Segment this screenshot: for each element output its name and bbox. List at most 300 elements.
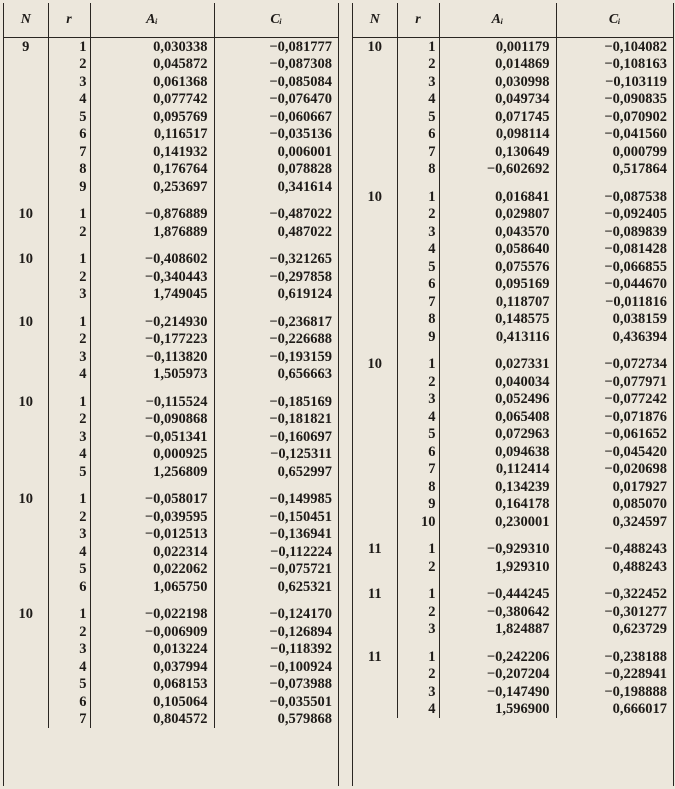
cell-r: 3 [397,73,439,91]
table-row [4,268,338,286]
cell-c: 0,006001 [214,143,338,161]
cell-c: 0,078828 [214,161,338,179]
table-row [4,463,338,481]
cell-n [4,161,48,179]
table-row [4,223,338,241]
cell-a: 0,030998 [439,73,556,91]
table-row [4,428,338,446]
table-row [4,303,338,331]
table-row [4,481,338,509]
cell-a: 0,040034 [439,373,556,391]
table-row [353,258,673,276]
cell-n [353,293,397,311]
table-row [353,408,673,426]
cell-r: 2 [397,666,439,684]
cell-a: 0,130649 [439,143,556,161]
cell-r: 7 [397,293,439,311]
cell-c: −0,072734 [556,346,673,374]
cell-n [353,478,397,496]
cell-r: 5 [48,561,90,579]
cell-n [4,91,48,109]
cell-n [4,73,48,91]
cell-a: −0,929310 [439,531,556,559]
cell-n [4,676,48,694]
cell-n [353,426,397,444]
cell-c: −0,090835 [556,91,673,109]
cell-a: 1,876889 [90,223,214,241]
cell-c: −0,297858 [214,268,338,286]
header-row [4,3,338,38]
table-row [353,56,673,74]
table-row [4,331,338,349]
cell-a: 0,118707 [439,293,556,311]
cell-c: −0,087308 [214,56,338,74]
cell-a: 0,045872 [90,56,214,74]
table-row [353,223,673,241]
cell-a: 1,929310 [439,558,556,576]
cell-n [4,561,48,579]
cell-a: −0,113820 [90,348,214,366]
table-row [353,328,673,346]
cell-n [4,711,48,729]
cell-r: 5 [397,426,439,444]
cell-r: 3 [397,391,439,409]
cell-r: 3 [397,683,439,701]
table-row [4,126,338,144]
header-n: N [353,3,397,38]
cell-n [353,683,397,701]
cell-a: −0,408602 [90,241,214,269]
left-table-panel [3,3,339,786]
cell-a: 0,094638 [439,443,556,461]
cell-r: 1 [48,241,90,269]
cell-n [353,496,397,514]
cell-r: 1 [397,531,439,559]
cell-n: 10 [18,251,33,267]
cell-a: −0,090868 [90,411,214,429]
cell-r: 6 [397,443,439,461]
cell-r: 2 [397,558,439,576]
cell-a: −0,022198 [90,596,214,624]
cell-c: −0,301277 [556,603,673,621]
cell-a: 0,077742 [90,91,214,109]
cell-r: 1 [397,38,439,56]
cell-r: 5 [48,108,90,126]
cell-a: −0,207204 [439,666,556,684]
cell-c: −0,073988 [214,676,338,694]
cell-c: −0,060667 [214,108,338,126]
cell-n: 10 [367,38,382,55]
table-row [353,161,673,179]
cell-n [353,56,397,74]
cell-a: −0,214930 [90,303,214,331]
cell-c: −0,103119 [556,73,673,91]
cell-a: −0,177223 [90,331,214,349]
right-table-body [353,38,673,719]
cell-r: 1 [48,303,90,331]
table-row [353,373,673,391]
table-row [4,526,338,544]
table-row [4,73,338,91]
cell-n [4,331,48,349]
table-row [353,73,673,91]
cell-r: 6 [48,126,90,144]
cell-c: −0,045420 [556,443,673,461]
table-row [4,161,338,179]
cell-c: −0,035136 [214,126,338,144]
cell-c: −0,160697 [214,428,338,446]
cell-n [4,578,48,596]
cell-n: 11 [367,648,382,665]
cell-a: 0,068153 [90,676,214,694]
header-a: Aᵢ [439,3,556,38]
cell-n [4,126,48,144]
cell-n [4,463,48,481]
table-row [353,701,673,719]
cell-r: 3 [48,526,90,544]
cell-r: 10 [397,513,439,531]
table-row [4,446,338,464]
cell-n [353,241,397,259]
cell-r: 8 [397,311,439,329]
cell-r: 9 [397,328,439,346]
cell-n [4,366,48,384]
cell-n [4,178,48,196]
table-row [353,178,673,206]
cell-n [4,526,48,544]
table-row [353,478,673,496]
table-row [353,108,673,126]
cell-c: −0,193159 [214,348,338,366]
cell-n [353,461,397,479]
cell-r: 4 [397,91,439,109]
cell-c: −0,487022 [214,196,338,224]
cell-a: 0,043570 [439,223,556,241]
table-row [4,623,338,641]
cell-c: −0,185169 [214,383,338,411]
cell-r: 3 [48,286,90,304]
cell-n [353,161,397,179]
table-row [4,178,338,196]
cell-r: 2 [48,223,90,241]
cell-r: 5 [48,676,90,694]
cell-n [353,73,397,91]
cell-n [353,558,397,576]
cell-c: 0,436394 [556,328,673,346]
table-row [4,578,338,596]
cell-n [353,276,397,294]
cell-a: 0,013224 [90,641,214,659]
cell-r: 1 [397,576,439,604]
cell-n [353,408,397,426]
cell-c: 0,085070 [556,496,673,514]
header-a: Aᵢ [90,3,214,38]
table-row [353,391,673,409]
table-row [353,311,673,329]
cell-a: −0,012513 [90,526,214,544]
cell-n: 11 [367,586,382,602]
cell-n [4,268,48,286]
cell-a: 0,000925 [90,446,214,464]
cell-r: 4 [397,701,439,719]
cell-c: −0,228941 [556,666,673,684]
cell-c: −0,181821 [214,411,338,429]
cell-c: −0,150451 [214,508,338,526]
cell-r: 1 [48,196,90,224]
cell-c: −0,041560 [556,126,673,144]
cell-c: −0,020698 [556,461,673,479]
cell-c: −0,081428 [556,241,673,259]
cell-n [4,108,48,126]
header-n: N [4,3,48,38]
cell-c: −0,149985 [214,481,338,509]
cell-r: 9 [397,496,439,514]
cell-c: 0,324597 [556,513,673,531]
cell-c: 0,652997 [214,463,338,481]
cell-c: 0,619124 [214,286,338,304]
cell-a: 0,029807 [439,206,556,224]
cell-a: −0,039595 [90,508,214,526]
cell-r: 3 [397,621,439,639]
cell-n [353,126,397,144]
cell-a: 0,065408 [439,408,556,426]
cell-c: 0,625321 [214,578,338,596]
table-row [353,443,673,461]
cell-n: 10 [18,393,33,410]
cell-a: 0,095169 [439,276,556,294]
table-row [4,411,338,429]
cell-r: 1 [48,481,90,509]
cell-c: −0,071876 [556,408,673,426]
cell-a: 0,058640 [439,241,556,259]
cell-a: −0,340443 [90,268,214,286]
table-row [4,108,338,126]
cell-n [353,223,397,241]
cell-c: −0,238188 [556,638,673,666]
table-row [353,206,673,224]
table-row [4,676,338,694]
cell-a: −0,876889 [90,196,214,224]
cell-a: 0,052496 [439,391,556,409]
cell-a: 1,749045 [90,286,214,304]
cell-c: −0,108163 [556,56,673,74]
table-row [4,91,338,109]
cell-c: −0,136941 [214,526,338,544]
cell-n: 10 [18,606,33,622]
cell-c: −0,044670 [556,276,673,294]
cell-r: 3 [48,73,90,91]
table-row [353,276,673,294]
cell-r: 1 [397,638,439,666]
table-row [4,561,338,579]
cell-a: 0,164178 [439,496,556,514]
cell-a: 0,061368 [90,73,214,91]
table-row [353,241,673,259]
cell-n [353,91,397,109]
cell-c: −0,077971 [556,373,673,391]
cell-a: 0,253697 [90,178,214,196]
left-table-body [4,38,338,729]
cell-r: 2 [397,603,439,621]
cell-n [4,143,48,161]
table-row [353,683,673,701]
table-row [353,621,673,639]
cell-n [4,411,48,429]
cell-n [4,56,48,74]
cell-a: 0,071745 [439,108,556,126]
cell-r: 4 [48,446,90,464]
table-row [353,531,673,559]
cell-n [353,328,397,346]
cell-c: −0,118392 [214,641,338,659]
cell-r: 7 [48,143,90,161]
cell-r: 2 [48,411,90,429]
cell-n [4,658,48,676]
cell-r: 6 [397,126,439,144]
cell-c: −0,035501 [214,693,338,711]
cell-a: 0,804572 [90,711,214,729]
cell-a: −0,051341 [90,428,214,446]
table-row [353,603,673,621]
cell-n [4,508,48,526]
cell-r: 3 [48,348,90,366]
cell-n [353,603,397,621]
cell-c: −0,104082 [556,38,673,56]
cell-a: 1,065750 [90,578,214,596]
cell-n: 9 [22,38,30,55]
cell-r: 4 [397,408,439,426]
cell-n [4,641,48,659]
cell-a: −0,115524 [90,383,214,411]
table-row [4,241,338,269]
cell-r: 2 [48,56,90,74]
cell-r: 4 [48,658,90,676]
cell-a: 0,148575 [439,311,556,329]
cell-c: −0,077242 [556,391,673,409]
cell-n [353,621,397,639]
cell-a: 0,030338 [90,38,214,56]
cell-c: −0,322452 [556,576,673,604]
cell-n [4,223,48,241]
cell-c: 0,579868 [214,711,338,729]
cell-r: 4 [48,91,90,109]
cell-c: −0,076470 [214,91,338,109]
header-r: r [397,3,439,38]
cell-n [4,348,48,366]
table-row [4,143,338,161]
table-row [353,576,673,604]
cell-a: 0,037994 [90,658,214,676]
cell-n [4,693,48,711]
cell-r: 6 [48,693,90,711]
table-row [353,143,673,161]
cell-a: −0,058017 [90,481,214,509]
cell-r: 6 [48,578,90,596]
table-row [4,596,338,624]
cell-n [353,143,397,161]
cell-c: −0,488243 [556,531,673,559]
cell-c: −0,198888 [556,683,673,701]
cell-a: 0,022062 [90,561,214,579]
cell-r: 1 [48,596,90,624]
header-row [353,3,673,38]
table-row [353,426,673,444]
table-row [353,38,673,56]
cell-a: −0,380642 [439,603,556,621]
cell-r: 7 [397,143,439,161]
cell-c: −0,070902 [556,108,673,126]
cell-n [4,623,48,641]
cell-c: 0,000799 [556,143,673,161]
cell-r: 3 [48,641,90,659]
cell-c: −0,066855 [556,258,673,276]
table-row [353,638,673,666]
cell-a: 0,001179 [439,38,556,56]
cell-a: 0,072963 [439,426,556,444]
table-row [4,286,338,304]
cell-r: 7 [397,461,439,479]
cell-c: 0,341614 [214,178,338,196]
cell-c: 0,623729 [556,621,673,639]
cell-c: −0,061652 [556,426,673,444]
cell-a: −0,444245 [439,576,556,604]
cell-n: 10 [18,313,33,330]
cell-c: −0,226688 [214,331,338,349]
cell-a: 0,134239 [439,478,556,496]
cell-a: 0,098114 [439,126,556,144]
cell-n [353,701,397,719]
cell-c: 0,517864 [556,161,673,179]
cell-a: 0,016841 [439,178,556,206]
cell-c: −0,011816 [556,293,673,311]
cell-r: 7 [48,711,90,729]
cell-n: 11 [367,541,382,557]
table-row [4,348,338,366]
header-c: Cᵢ [214,3,338,38]
cell-n [4,446,48,464]
cell-r: 2 [397,206,439,224]
cell-c: 0,487022 [214,223,338,241]
cell-a: 0,230001 [439,513,556,531]
cell-n [353,206,397,224]
cell-n [353,391,397,409]
cell-r: 3 [48,428,90,446]
cell-r: 8 [397,478,439,496]
table-row [353,558,673,576]
cell-a: −0,602692 [439,161,556,179]
cell-c: −0,089839 [556,223,673,241]
cell-c: −0,087538 [556,178,673,206]
cell-c: −0,075721 [214,561,338,579]
cell-a: 0,176764 [90,161,214,179]
cell-n [4,543,48,561]
header-r: r [48,3,90,38]
cell-c: 0,656663 [214,366,338,384]
right-coefficients-table [353,3,673,718]
cell-r: 6 [397,276,439,294]
table-row [4,693,338,711]
cell-n [4,428,48,446]
cell-n: 10 [367,356,382,372]
cell-c: 0,488243 [556,558,673,576]
cell-r: 2 [48,268,90,286]
cell-r: 5 [397,108,439,126]
table-row [4,38,338,56]
cell-r: 2 [48,508,90,526]
cell-r: 2 [397,373,439,391]
cell-a: 0,116517 [90,126,214,144]
cell-c: 0,017927 [556,478,673,496]
